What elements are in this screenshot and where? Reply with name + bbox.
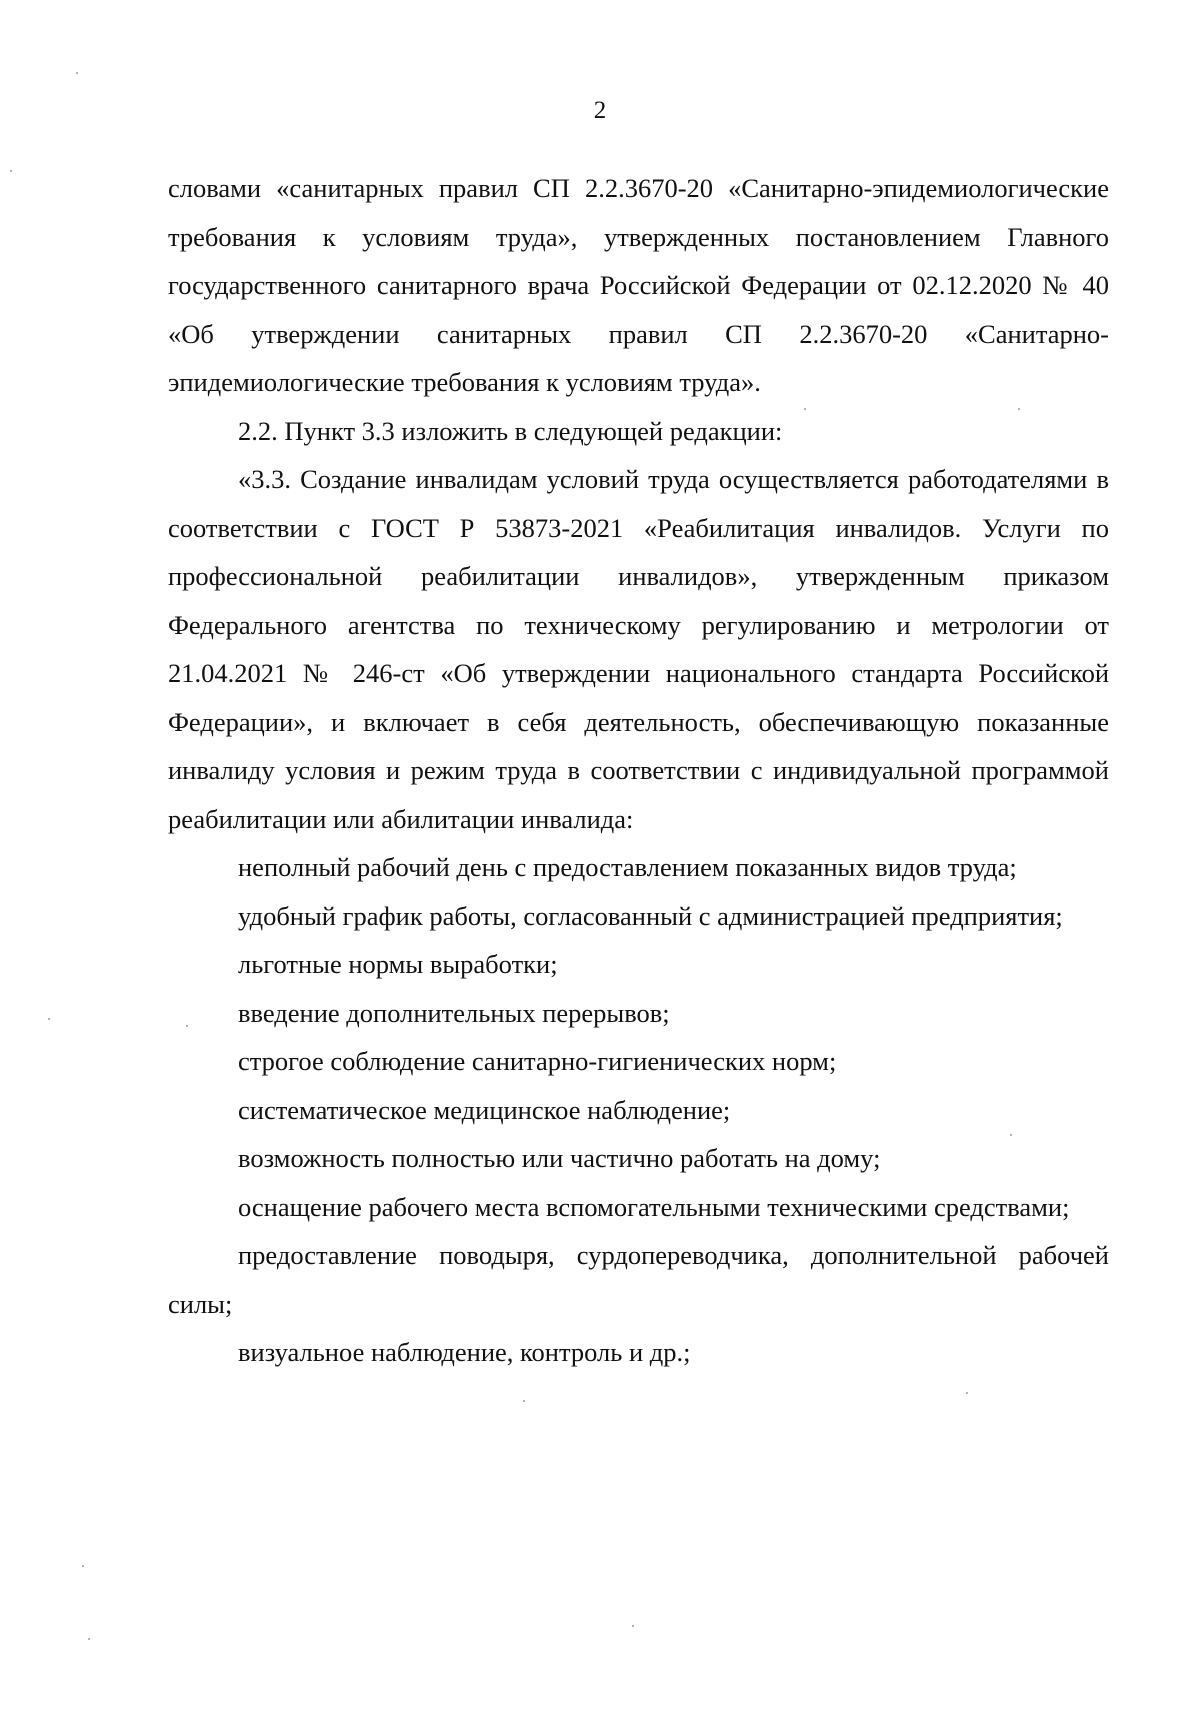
scan-speck <box>76 72 78 74</box>
scan-speck <box>804 408 806 410</box>
scan-speck <box>523 1400 525 1402</box>
scan-speck <box>966 1392 968 1394</box>
page-number: 2 <box>593 97 607 124</box>
paragraph-item-2-2: 2.2. Пункт 3.3 изложить в следующей редакции: <box>238 415 783 446</box>
list-item: удобный график работы, согласованный с администрацией предприятия; <box>238 900 1063 931</box>
scan-speck <box>10 170 12 172</box>
scan-speck <box>48 1018 50 1020</box>
scan-speck <box>1010 1134 1012 1136</box>
list-item: введение дополнительных перерывов; <box>238 997 670 1028</box>
list-item: строгое соблюдение санитарно-гигиенических норм; <box>238 1046 837 1076</box>
list-item: оснащение рабочего места вспомогательными техническими средствами; <box>238 1191 1070 1222</box>
list-item: неполный рабочий день с предоставлением показанных видов труда; <box>238 852 1017 882</box>
paragraph-item-3-3: «3.3. Создание инвалидам условий труда осуществляется работодателями в соответствии с ГОСТ Р 53873-2021 «Реабилитация инвалидов. Услуги по профессиональной реабилитации инвалидов», утвержденным приказом Федерального агентства по техническому регулированию и метрологии от 21.04.2021 № 246-ст «Об утверждении национального стандарта Российской Федерации», и включает в себя деятельность, обеспечивающую показанные инвалиду условия и режим труда в соответствии с индивидуальной программой реабилитации или абилитации инвалида: <box>168 464 1109 834</box>
list-item: визуальное наблюдение, контроль и др.; <box>238 1337 691 1367</box>
scan-speck <box>186 1025 188 1027</box>
paragraph-continuation: словами «санитарных правил СП 2.2.3670-20 «Санитарно-эпидемиологические требования к условиям труда», утвержденных постановлением Главного государственного санитарного врача Российской Федерации от 02.12.2020 № 40 «Об утверждении санитарных правил СП 2.2.3670-20 «Санитарно-эпидемиологические требования к условиям труда». <box>168 173 1109 397</box>
list-item: возможность полностью или частично работать на дому; <box>238 1143 881 1173</box>
scan-speck <box>632 1625 634 1627</box>
document-body <box>168 164 1109 1377</box>
list-item: предоставление поводыря, сурдопереводчика, дополнительной рабочей силы; <box>168 1240 1109 1319</box>
list-item: систематическое медицинское наблюдение; <box>238 1094 731 1125</box>
list-item: льготные нормы выработки; <box>238 949 558 979</box>
scan-speck <box>1018 408 1020 410</box>
scan-speck <box>82 1565 84 1567</box>
scan-speck <box>88 1638 90 1640</box>
